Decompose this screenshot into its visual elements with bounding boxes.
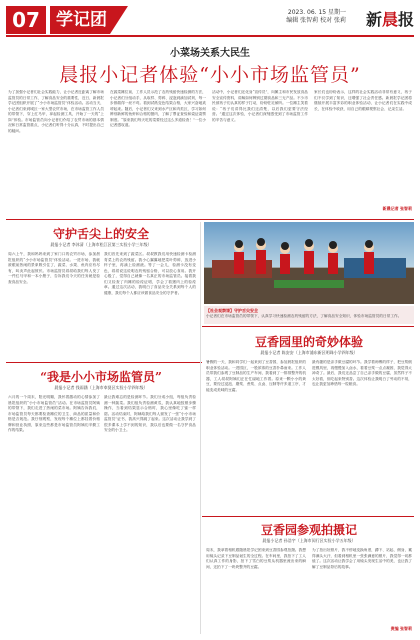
story3-column-1: 六月的一个周末，阳光明媚，我怀着激动的心情参加了晨报组织的“小小市场监管员”活动。在市场监管员阿姨的带领下，我们走进了热闹的菜市场。阿姨告诉我们，市场监管员每天都要检查摊位的卫生、商品的质量和价格是否规范。我仔细观察，发现每个摊位上都挂着价格牌和营业执照，原来这些都是市场监管员阿姨们辛勤工作的结果。: [8, 395, 100, 432]
section-tab-decoration: [110, 6, 128, 34]
lead-column-2: 在蔬菜摊位前，工作人员示范了农药残留快速检测的方法，小记者们分组动手，从取样、剪碎、浸泡到滴加试剂，每一步都做得一丝不苟。看到试纸变色结果合格，大家兴奋地欢呼起来。随后，小记者们又来到水产区和肉类区，学习如何辨别新鲜的鱼虾和合格的猪肉，了解了票证查验和索证索票制度。“原来我们每天吃的菜要经过这么多道检查！”一位小记者感叹道。: [110, 90, 206, 127]
story5-title: 豆香园参观拍摄记: [260, 523, 357, 537]
story5-column-2: 为了拍出好照片，我不停地变换角度，蹲下、站起、侧身，累得满头大汗，但看到相机里一张张满意的照片，我觉得一切都值了。这次活动让我学会了用镜头发现生活中的美，也让我了解了豆制品背后的故事。: [312, 548, 412, 569]
lead-column-1: 为了加强小记者们社会实践能力，让小记者近距离了解市场监管员的日常工作，了解食品安全的重要性，近日，新晨报学记团组织开展了“小小市场监管员”体验活动。活动当天，小记者们来到城区一家大型农贸市场，在市场监管工作人员的带领下，穿上红马甲，拿起检测工具，开始了一天的“上岗”体验。市场监管员向小记者们介绍了农贸市场的基本情况和日常监管重点，小记者们听得十分认真，不时提出自己的疑问。: [8, 90, 104, 133]
photo-caption-text: 小记者们在市场监管员的带领下，认真学习快速检测农药残留的方法，了解食品安全知识，体验市场监管员的日常工作。: [206, 314, 402, 318]
lead-subhead: 小菜场关系大民生: [170, 48, 250, 59]
story3-title: “我是小小市场监管员”: [40, 370, 162, 384]
story4-title: 豆香园里的奇妙体验: [254, 335, 363, 349]
market-scene-illustration: [204, 222, 414, 304]
header-rule: [6, 35, 414, 37]
photo-separator: [202, 326, 414, 327]
lead-separator: [6, 219, 414, 220]
news-photo: [204, 222, 414, 304]
column-divider: [200, 222, 201, 634]
newspaper-logo: [350, 6, 414, 34]
story2-column-2: 我们首先来到了蔬菜区。叔叔教我们用快速检测卡检测青菜上的农药残留。我小心翼翼地把菜叶剪碎，放进小杯子里，再滴上检测液。等了一会儿，检测卡没有变色，叔叔说这说明农药残留合格，可以放心食用。我开心极了，觉得自己就像一名真正的市场监管员。接着我们又检查了肉摊的检疫证明，学会了看猪肉上的检疫章。通过这次活动，我明白了食品安全关系到每个人的健康，我们每个人都应该做食品安全的守护者。: [104, 252, 196, 295]
story4-byline: 晨报小记者 陈安安（上海市浦东新区明珠小学四年级）: [260, 350, 358, 355]
photo-caption-title: 【社会观察课】守护舌尖安全: [206, 308, 258, 313]
story4-column-2: 最有趣的是亲手做豆腐的环节。我学着师傅的样子，把豆浆倒进模具里，再慢慢加入卤水，看着豆浆一点点凝固，我觉得太神奇了。最后，我们还品尝了自己亲手做的豆腐，虽然样子不太好看，但吃起来特别香。这次体验让我明白了劳动的不易，也让我更加珍惜每一粒粮食。: [312, 360, 412, 386]
issue-info: [286, 9, 346, 25]
issue-editors: 编辑 张智莉 校对 张莉: [286, 17, 346, 24]
story2-column-1: 周六上午，我和妈妈来到了家门口的农贸市场，参加晨报组织的“小小市场监管员”体验活动。一进市场，我就被眼前热闹的景象吸引住了，蔬菜、水果、鱼肉应有尽有，叫卖声此起彼伏。市场监管员叔叔给我们每人发了一件红马甲和一本小册子，告诉我们今天的任务就是检查食品安全。: [8, 252, 100, 284]
issue-date: 2023. 06. 15 星期一: [287, 9, 346, 16]
section-title: 学记团: [50, 6, 110, 34]
logo-text-pre: 新: [365, 10, 382, 29]
photo-caption: [204, 306, 414, 324]
story2-title: 守护舌尖上的安全: [52, 227, 149, 241]
page-editor: 责编 张智莉: [390, 626, 412, 631]
page-number: 07: [6, 6, 46, 34]
lead-column-3: 活动中，小记者们还化身“宣传员”，向摊主和市民发放食品安全宣传资料，讲解如何辨别过期食品和三无产品。不少市民被孩子们认真的样子打动，纷纷驻足倾听。一位摊主笑着说：“孩子们讲得比我们还清楚，以后我们更要守法经营。”通过这次体验，小记者们深刻感受到了市场监管工作的辛苦与意义。: [212, 90, 308, 122]
story2-separator: [6, 362, 202, 363]
lead-headline: 晨报小记者体验“小小市场监管员”: [59, 64, 361, 86]
story3-column-2: 最让我难忘的是检测环节。我们分成小组，每组负责检测一种蔬菜。我们组负责检测黄瓜，我认真地按照步骤操作，当看到结果显示合格时，我心里像吃了蜜一样甜。活动结束时，阿姨给我们每人颁发了一张“小小市场监管员”证书，我高兴得跳了起来。这次活动让我学到了很多课本上学不到的知识，我以后也要做一名守护食品安全的小卫士。: [104, 395, 196, 432]
page-header: [6, 6, 414, 36]
lead-author: 新晨记者 张智莉: [382, 206, 412, 211]
logo-text-accent: 晨: [381, 10, 398, 29]
story2-byline: 晨报小记者 李沐清（上海市松江区第三实验小学三年级）: [50, 242, 152, 247]
lead-column-4: 家长们也纷纷表示，这样的社会实践活动非常有意义，孩子们不仅学到了知识，还增强了社会责任感。新晨报学记团将继续开展丰富多彩的职业体验活动，让小记者们在实践中成长，在体验中收获，用自己的眼睛观察社会、记录生活。: [314, 90, 412, 111]
story4-separator: [202, 516, 414, 517]
story5-byline: 晨报小记者 孙浩宇（上海市闵行区实验小学五年级）: [262, 538, 356, 543]
story4-column-1: 暑假的一天，我和同学们一起来到了豆香园，参加晨报组织的职业体验活动。一进园区，一股浓浓的豆香扑鼻而来。工作人员带我们参观了豆制品的生产车间，我看到了一排排整齐的机器，工人叔叔阿姨们正在忙碌地工作着。原来一颗小小的黄豆，要经过浸泡、磨浆、煮浆、点卤、压制等许多道工序，才能变成美味的豆腐。: [206, 360, 306, 392]
logo-text-post: 报: [397, 10, 414, 29]
story3-byline: 晨报小记者 钱雨涵（上海市奉贤区实验小学四年级）: [54, 385, 148, 390]
story5-column-1: 周末，我拿着相机跟随晨报学记团来到豆香园参观拍摄。我想用镜头记录下豆制品诞生的全过程。在车间里，我拍下了工人们认真工作的身影，拍下了雪白的豆浆从机器里流出来的瞬间，还拍下了一块块整齐的豆腐。: [206, 548, 306, 569]
